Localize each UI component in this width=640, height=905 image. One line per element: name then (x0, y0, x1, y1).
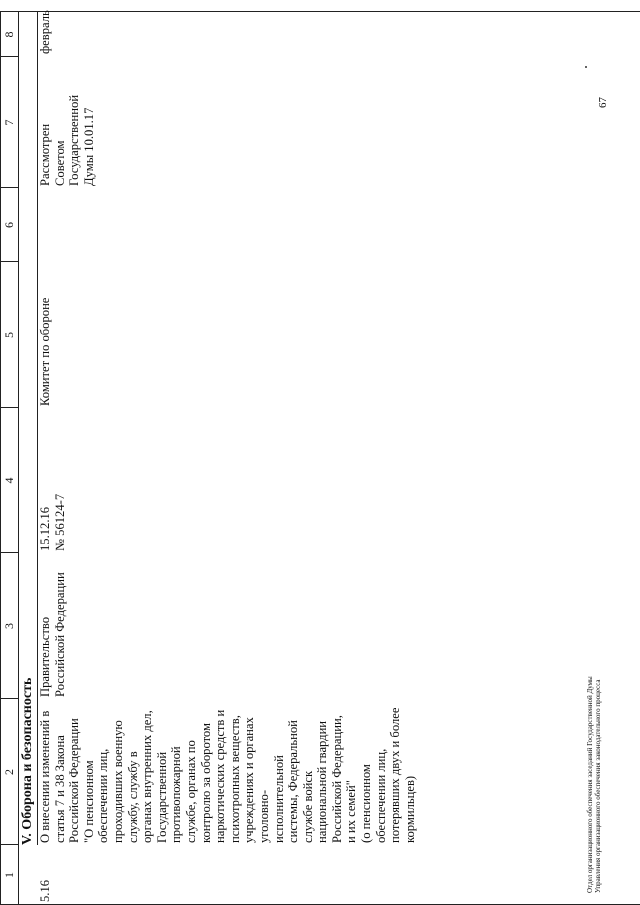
bill-title-line: противопожарной (169, 746, 184, 843)
col-number-1: 1 (2, 872, 16, 878)
bill-title-line: службе, органах по (183, 740, 198, 843)
bill-title-line: органах внутренних дел, (140, 710, 155, 843)
bill-title-line: обеспечении лиц, (373, 748, 388, 843)
bill-title-line: кормильцев) (402, 775, 417, 843)
bill-title-line: национальной гвардии (315, 720, 330, 843)
bill-title-line: уголовно- (256, 789, 271, 843)
row-number: 5.16 (38, 879, 52, 902)
table-right-border (0, 11, 640, 12)
status-line: Советом (52, 140, 67, 186)
bill-title-line: потерявших двух и более (388, 707, 403, 843)
status-info (38, 95, 96, 186)
bill-title-line: Российской Федерации (67, 718, 82, 843)
bill-title-line: исполнительной (271, 755, 286, 843)
col-number-2: 2 (2, 769, 16, 775)
col-number-7: 7 (2, 119, 16, 126)
bill-title-line: проходивших военную (110, 720, 125, 843)
status-line: Государственной (67, 94, 82, 186)
registration-line: 15.12.16 (38, 506, 52, 551)
col-number-3: 3 (2, 623, 16, 629)
responsible-committee (38, 298, 53, 406)
registration-line: № 56124-7 (52, 493, 67, 551)
bill-title-line: контролю за оборотом (198, 723, 213, 843)
bill-title-line: системы, Федеральной (286, 720, 301, 843)
bill-title-line: О внесении изменений в (38, 710, 52, 843)
committee-line: Комитет по обороне (38, 297, 52, 406)
month-line: февраль (38, 10, 52, 54)
footer-line-1: Отдел организационного обеспечения заседаний Государственной Думы (586, 676, 594, 893)
bill-title-line: Государственной (154, 751, 169, 843)
bill-title-line: службу, службу в (125, 751, 140, 843)
planned-month (38, 10, 53, 54)
bill-title-line: учреждениях и органах (242, 717, 257, 843)
bill-title-line: Российской Федерации, (329, 715, 344, 843)
bill-title-line: наркотических средств и (213, 709, 228, 843)
bill-title-line: службе войск (300, 770, 315, 843)
bill-title-line: (о пенсионном (359, 764, 374, 843)
bill-title-line: психотропных веществ, (227, 715, 242, 843)
col-number-5: 5 (2, 332, 16, 338)
bill-author-line: Российской Федерации (52, 572, 67, 697)
bill-author-line: Правительство (38, 616, 52, 697)
status-line: Рассмотрен (38, 123, 52, 186)
bill-title (38, 708, 417, 843)
scan-speck (585, 66, 587, 68)
col-number-6: 6 (2, 222, 16, 228)
page-number: 67 (597, 97, 609, 108)
section-title: V. Оборона и безопасность (20, 677, 35, 845)
col-number-8: 8 (2, 31, 16, 38)
bill-title-line: обеспечении лиц, (96, 748, 111, 843)
status-line: Думы 10.01.17 (81, 107, 96, 186)
bill-title-line: статья 7 и 38 Закона (52, 735, 67, 843)
bill-author (38, 572, 67, 697)
registration-info (38, 494, 67, 551)
bill-title-line: и их семей" (344, 780, 359, 843)
bill-title-line: "О пенсионном (81, 760, 96, 843)
footer-line-2: Управления организационного обеспечения законодательного процесса (594, 679, 602, 893)
col-number-4: 4 (2, 477, 16, 484)
